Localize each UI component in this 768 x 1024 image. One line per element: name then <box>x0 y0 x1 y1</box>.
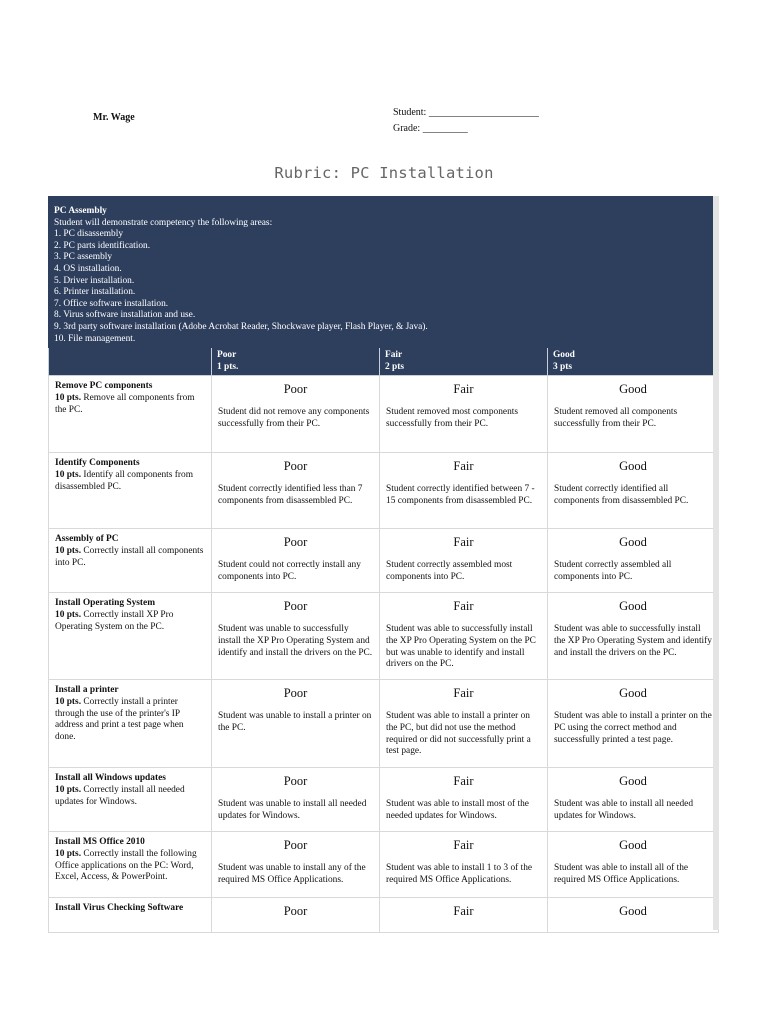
rating-cell-fair[interactable] <box>380 593 548 680</box>
student-field[interactable]: Student: ______________________ <box>393 107 539 118</box>
rating-title: Good <box>619 535 647 550</box>
criterion-desc: 10 pts. Correctly install a printer through the use of the printer's IP address and print a test page when done. <box>55 696 184 742</box>
rating-title: Fair <box>453 382 474 397</box>
rating-text: Student correctly assembled all components into PC. <box>554 560 672 582</box>
rating-cell-fair[interactable] <box>380 453 548 529</box>
criterion-cell <box>49 680 212 768</box>
intro-item: 2. PC parts identification. <box>54 240 151 251</box>
rating-cell-fair[interactable] <box>380 898 548 933</box>
criterion-desc: 10 pts. Remove all components from the PC. <box>55 392 195 415</box>
intro-item: 10. File management. <box>54 333 136 344</box>
rating-cell-fair[interactable] <box>380 768 548 832</box>
rating-cell-good[interactable] <box>548 898 719 933</box>
rating-text: Student removed all components successfully from their PC. <box>554 407 678 429</box>
rating-text: Student correctly identified less than 7 components from disassembled PC. <box>218 484 363 506</box>
rating-title: Poor <box>283 838 308 853</box>
intro-item: 1. PC disassembly <box>54 229 124 240</box>
rating-cell-poor[interactable] <box>212 898 380 933</box>
level-header-row <box>49 348 719 376</box>
criterion-desc: 10 pts. Correctly install all needed updates for Windows. <box>55 784 185 807</box>
rating-text: Student correctly identified between 7 - 15 components from disassembled PC. <box>386 484 535 506</box>
criterion-name: Remove PC components <box>55 381 153 392</box>
criterion-cell <box>49 593 212 680</box>
grade-field[interactable]: Grade: _________ <box>393 123 468 134</box>
rating-title: Poor <box>283 459 308 474</box>
rating-title: Fair <box>453 535 474 550</box>
rating-cell-poor[interactable] <box>212 593 380 680</box>
rating-text: Student was able to install 1 to 3 of the required MS Office Applications. <box>386 863 533 885</box>
intro-item: 3. PC assembly <box>54 252 113 263</box>
criterion-row <box>49 768 719 832</box>
level-points: 1 pts. <box>217 361 239 372</box>
rating-title: Good <box>619 686 647 701</box>
rating-title: Poor <box>283 774 308 789</box>
criterion-name: Install Virus Checking Software <box>55 903 184 914</box>
criterion-cell <box>49 832 212 898</box>
rating-text: Student was unable to install a printer on the PC. <box>218 711 372 733</box>
criterion-name: Install all Windows updates <box>55 773 166 784</box>
rating-text: Student removed most components successfully from their PC. <box>386 407 519 429</box>
rating-text: Student was able to successfully install the XP Pro Operating System and identify and install the drivers on the PC. <box>554 624 712 658</box>
criterion-cell <box>49 768 212 832</box>
rating-text: Student was able to successfully install the XP Pro Operating System on the PC but was unable to identify and install drivers on the PC. <box>386 624 536 670</box>
rating-text: Student was unable to install any of the required MS Office Applications. <box>218 863 366 885</box>
rating-cell-poor[interactable] <box>212 453 380 529</box>
rating-cell-poor[interactable] <box>212 376 380 453</box>
rating-cell-good[interactable] <box>548 593 719 680</box>
rating-text: Student was unable to successfully install the XP Pro Operating System and identify and install the drivers on the PC. <box>218 624 373 658</box>
intro-item: 5. Driver installation. <box>54 275 135 286</box>
rating-cell-fair[interactable] <box>380 832 548 898</box>
criterion-name: Install MS Office 2010 <box>55 837 145 848</box>
level-name: Good <box>553 350 575 361</box>
criterion-row <box>49 529 719 593</box>
rating-title: Good <box>619 904 647 919</box>
level-header-empty <box>49 348 212 376</box>
page-title: Rubric: PC Installation <box>274 164 494 182</box>
intro-item: 6. Printer installation. <box>54 287 136 298</box>
rating-title: Poor <box>283 382 308 397</box>
rating-cell-good[interactable] <box>548 768 719 832</box>
rating-title: Good <box>619 459 647 474</box>
criterion-desc: 10 pts. Correctly install XP Pro Operating System on the PC. <box>55 609 174 632</box>
intro-item: 7. Office software installation. <box>54 298 169 309</box>
rating-cell-fair[interactable] <box>380 376 548 453</box>
rating-text: Student could not correctly install any components into PC. <box>218 560 361 582</box>
rating-cell-good[interactable] <box>548 529 719 593</box>
level-header-poor <box>212 348 380 376</box>
rating-cell-fair[interactable] <box>380 529 548 593</box>
rating-title: Fair <box>453 599 474 614</box>
criterion-row <box>49 593 719 680</box>
criterion-name: Assembly of PC <box>55 534 119 545</box>
rating-text: Student correctly identified all components from disassembled PC. <box>554 484 689 506</box>
criterion-desc: 10 pts. Correctly install the following Office applications on the PC: Word, Excel, Access, & PowerPoint. <box>55 848 197 883</box>
rating-title: Good <box>619 599 647 614</box>
rating-title: Fair <box>453 838 474 853</box>
rating-text: Student was unable to install all needed updates for Windows. <box>218 799 367 821</box>
rubric-intro-row <box>49 197 719 348</box>
level-points: 3 pts <box>553 361 573 372</box>
criterion-name: Install a printer <box>55 685 119 696</box>
intro-title: PC Assembly <box>54 206 107 216</box>
rubric-intro <box>49 197 719 348</box>
rating-title: Fair <box>453 459 474 474</box>
rating-title: Good <box>619 382 647 397</box>
rating-title: Good <box>619 774 647 789</box>
criterion-row <box>49 680 719 768</box>
rating-cell-poor[interactable] <box>212 832 380 898</box>
criterion-cell <box>49 453 212 529</box>
student-info <box>393 105 539 137</box>
level-header-fair <box>380 348 548 376</box>
rating-cell-poor[interactable] <box>212 768 380 832</box>
rating-text: Student did not remove any components successfully from their PC. <box>218 407 370 429</box>
rating-cell-fair[interactable] <box>380 680 548 768</box>
rating-cell-good[interactable] <box>548 453 719 529</box>
rating-text: Student was able to install a printer on the PC, but did not use the method required or did not successfully print a test page. <box>386 711 531 757</box>
intro-lead: Student will demonstrate competency the following areas: <box>54 217 273 228</box>
rating-title: Fair <box>453 774 474 789</box>
rating-title: Poor <box>283 599 308 614</box>
scrollbar-track[interactable] <box>713 196 719 930</box>
rating-title: Fair <box>453 904 474 919</box>
intro-item: 8. Virus software installation and use. <box>54 310 196 321</box>
intro-item: 9. 3rd party software installation (Adobe Acrobat Reader, Shockwave player, Flash Player, & Java). <box>54 321 428 332</box>
criterion-cell <box>49 898 212 933</box>
criterion-row <box>49 453 719 529</box>
rating-cell-good[interactable] <box>548 376 719 453</box>
rating-text: Student was able to install most of the needed updates for Windows. <box>386 799 529 821</box>
rating-text: Student was able to install all needed updates for Windows. <box>554 799 694 821</box>
level-header-good <box>548 348 719 376</box>
rating-text: Student was able to install a printer on the PC using the correct method and successfully printed a test page. <box>554 711 712 745</box>
criterion-desc: 10 pts. Identify all components from disassembled PC. <box>55 469 193 492</box>
rating-title: Poor <box>283 904 308 919</box>
criterion-cell <box>49 529 212 593</box>
level-points: 2 pts <box>385 361 405 372</box>
rating-cell-poor[interactable] <box>212 529 380 593</box>
criterion-desc: 10 pts. Correctly install all components into PC. <box>55 545 204 568</box>
rating-title: Fair <box>453 686 474 701</box>
criterion-row <box>49 376 719 453</box>
rating-text: Student correctly assembled most components into PC. <box>386 560 513 582</box>
rating-text: Student was able to install all of the required MS Office Applications. <box>554 863 689 885</box>
rating-title: Poor <box>283 535 308 550</box>
rating-cell-good[interactable] <box>548 832 719 898</box>
criterion-name: Identify Components <box>55 458 140 469</box>
teacher-name: Mr. Wage <box>93 112 135 123</box>
level-name: Fair <box>385 350 403 361</box>
level-name: Poor <box>217 350 237 361</box>
rating-cell-poor[interactable] <box>212 680 380 768</box>
rating-title: Good <box>619 838 647 853</box>
criterion-row <box>49 898 719 933</box>
criterion-cell <box>49 376 212 453</box>
rating-cell-good[interactable] <box>548 680 719 768</box>
criterion-name: Install Operating System <box>55 598 156 609</box>
rubric-table <box>48 196 719 933</box>
criterion-row <box>49 832 719 898</box>
intro-item: 4. OS installation. <box>54 263 122 274</box>
rating-title: Poor <box>283 686 308 701</box>
